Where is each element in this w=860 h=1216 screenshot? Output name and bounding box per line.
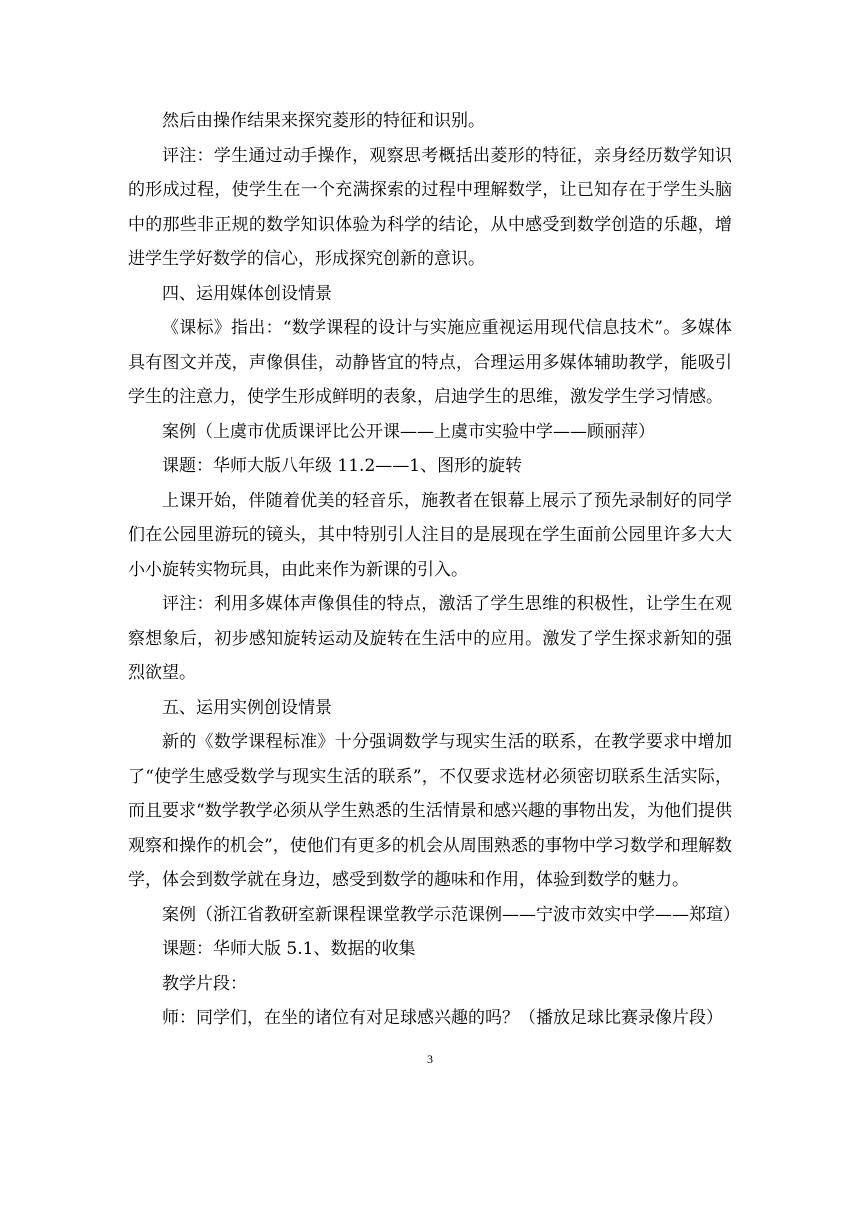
paragraph: 教学片段：: [162, 973, 247, 994]
paragraph: 案例（上虞市优质课评比公开课——上虞市实验中学——顾丽萍）: [162, 421, 655, 442]
paragraph: 课题：华师大版八年级 11.2——1、图形的旋转: [162, 456, 523, 476]
page-number: 3: [427, 1052, 433, 1066]
paragraph: 然后由操作结果来探究菱形的特征和识别。: [162, 111, 485, 131]
section-heading: 五、运用实例创设情景: [162, 697, 332, 718]
paragraph: 《课标》指出：“数学课程的设计与实施应重视运用现代信息技术”。多媒体具有图文并茂，声像俱佳，动静皆宜的特点，合理运用多媒体辅助教学，能吸引学生的注意力，使学生形成鲜明的表象，启迪学生的思维，激发学生学习情感。: [128, 318, 732, 407]
paragraph: 评注：利用多媒体声像俱佳的特点，激活了学生思维的积极性，让学生在观察想象后，初步感知旋转运动及旋转在生活中的应用。激发了学生探求新知的强烈欲望。: [128, 594, 732, 683]
paragraph: 师：同学们，在坐的诸位有对足球感兴趣的吗？（播放足球比赛录像片段）: [162, 1008, 723, 1028]
paragraph: 新的《数学课程标准》十分强调数学与现实生活的联系，在教学要求中增加了“使学生感受数学与现实生活的联系”，不仅要求选材必须密切联系生活实际，而且要求“数学教学必须从学生熟悉的生活情景和感兴趣的事物出发，为他们提供观察和操作的机会”，使他们有更多的机会从周围熟悉的事物中学习数学和理解数学，体会到数学就在身边，感受到数学的趣味和作用，体验到数学的魅力。: [128, 732, 732, 890]
paragraph: 案例（浙江省教研室新课程课堂教学示范课例——宁波市效实中学——郑瑄）: [162, 904, 740, 925]
paragraph: 课题：华师大版 5.1、数据的收集: [162, 939, 416, 959]
paragraph: 评注：学生通过动手操作，观察思考概括出菱形的特征，亲身经历数学知识的形成过程，使学生在一个充满探索的过程中理解数学，让已知存在于学生头脑中的那些非正规的数学知识体验为科学的结论，从中感受到数学创造的乐趣，增进学生学好数学的信心，形成探究创新的意识。: [128, 145, 732, 269]
paragraph: 上课开始，伴随着优美的轻音乐，施教者在银幕上展示了预先录制好的同学们在公园里游玩的镜头，其中特别引人注目的是展现在学生面前公园里许多大大小小旋转实物玩具，由此来作为新课的引入。: [128, 490, 732, 580]
section-heading: 四、运用媒体创设情景: [162, 283, 332, 304]
document-body: [128, 104, 740, 1036]
